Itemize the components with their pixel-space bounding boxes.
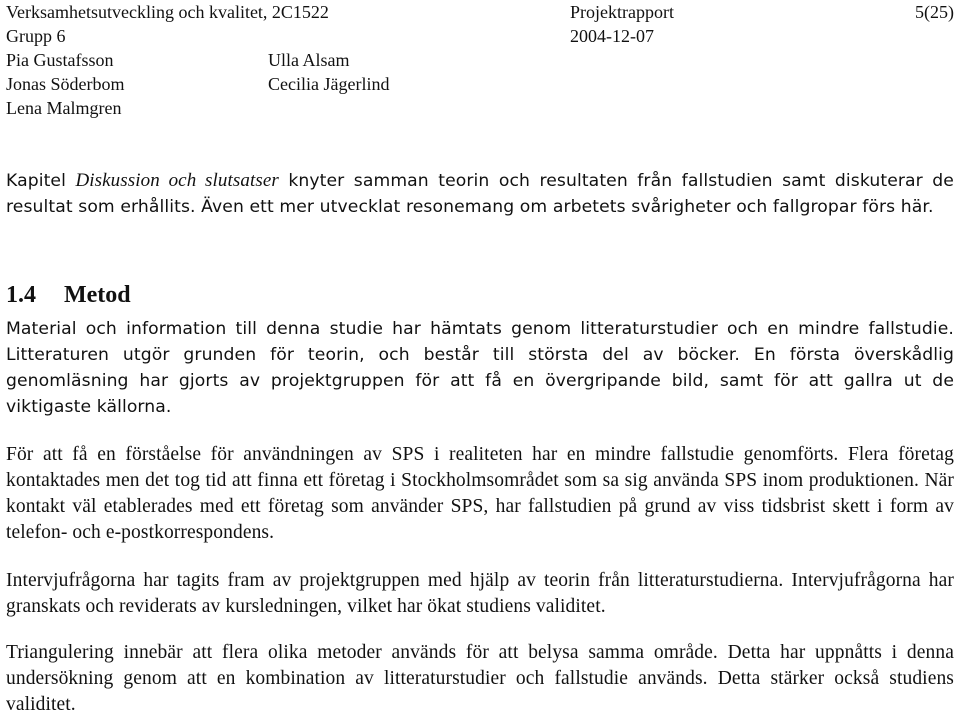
page-number: 5(25)	[915, 2, 954, 22]
course-title: Verksamhetsutveckling och kvalitet, 2C1522	[6, 2, 329, 22]
author-name: Ulla Alsam	[268, 50, 350, 70]
author-name: Lena Malmgren	[6, 98, 122, 118]
document-type: Projektrapport	[570, 2, 674, 22]
method-paragraph: Material och information till denna studie har hämtats genom litteraturstudier och en mindre fallstudie. Litteraturen utgör grunden för teorin, och består till största del av böcker. En första överskådlig genomläsning har gjorts av projektgruppen för att få en övergripande bild, samt för att gallra ut de viktigaste källorna.	[6, 319, 954, 417]
intro-text: Kapitel	[6, 171, 76, 191]
chapter-reference: Diskussion och slutsatser	[75, 170, 279, 191]
author-name: Cecilia Jägerlind	[268, 74, 390, 94]
section-heading	[6, 280, 131, 310]
method-paragraph: Triangulering innebär att flera olika metoder används för att belysa samma område. Detta har uppnåtts i denna undersökning genom att en kombination av litteraturstudier och fallstudie används. Detta stärker också studiens validitet.	[6, 642, 954, 715]
document-date: 2004-12-07	[570, 26, 654, 46]
author-name: Pia Gustafsson	[6, 50, 114, 70]
method-paragraph: För att få en förståelse för användningen av SPS i realiteten har en mindre fallstudie genomförts. Flera företag kontaktades men det tog tid att finna ett företag i Stockholmsområdet som sa sig använda SPS inom produktionen. När kontakt väl etablerades med ett företag som använder SPS, har fallstudien på grund av viss tidsbrist skett i form av telefon- och e-postkorrespondens.	[6, 444, 954, 543]
intro-paragraph	[6, 168, 954, 220]
intro-text: knyter samman teorin och resultaten från fallstudien samt diskuterar de resultat som erhållits. Även ett mer utvecklat resonemang om arbetets svårigheter och fallgropar förs här.	[6, 171, 954, 217]
section-number: 1.4	[6, 282, 36, 308]
author-name: Jonas Söderbom	[6, 74, 125, 94]
group-name: Grupp 6	[6, 26, 66, 46]
section-title: Metod	[64, 282, 131, 308]
method-paragraph: Intervjufrågorna har tagits fram av projektgruppen med hjälp av teorin från litteraturstudierna. Intervjufrågorna har granskats och reviderats av kursledningen, vilket har ökat studiens validitet.	[6, 570, 954, 617]
